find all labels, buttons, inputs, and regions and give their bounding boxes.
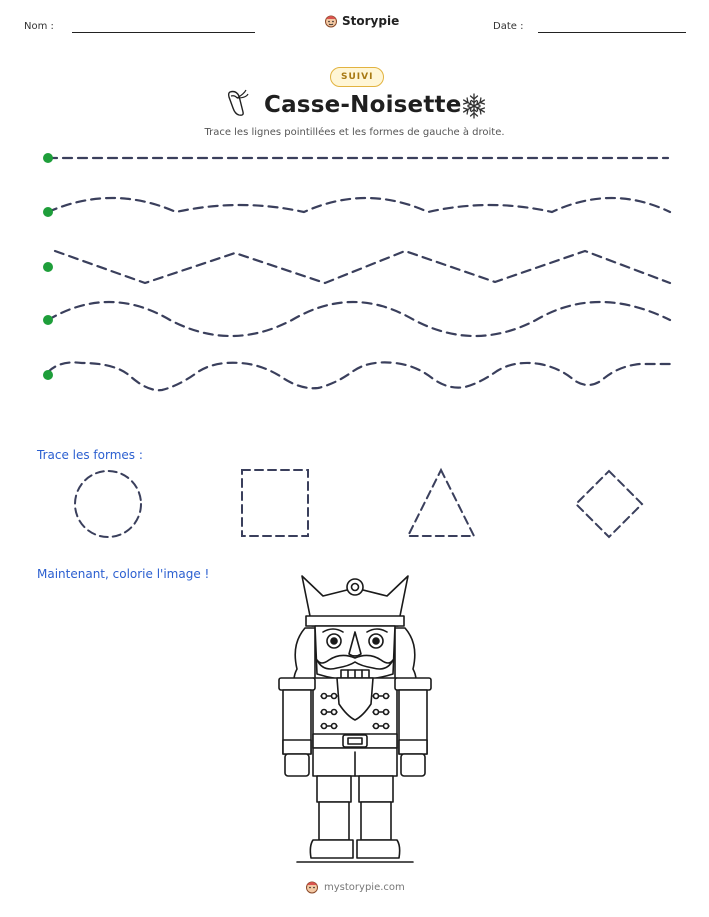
level-badge: SUIVI (330, 67, 384, 87)
footer (305, 880, 405, 894)
nutcracker-illustration (275, 574, 435, 864)
tracing-line-zigzag[interactable] (55, 251, 670, 283)
tracing-lines (0, 140, 709, 400)
shapes-section-title: Trace les formes : (37, 448, 143, 462)
start-dot-2 (43, 207, 53, 217)
shape-square[interactable] (242, 470, 308, 536)
date-field-line[interactable] (538, 32, 686, 33)
snowflake-icon (459, 91, 489, 121)
instructions: Trace les lignes pointillées et les formes de gauche à droite. (204, 127, 505, 138)
name-label: Nom : (24, 21, 54, 32)
tracing-line-wave[interactable] (48, 198, 670, 212)
brand-name: Storypie (342, 14, 400, 28)
brand (324, 14, 399, 28)
storypie-footer-icon (305, 880, 319, 894)
start-dot-3 (43, 262, 53, 272)
tracing-shapes (0, 466, 709, 546)
start-dot-5 (43, 370, 53, 380)
footer-url[interactable]: mystorypie.com (324, 881, 405, 893)
page-title: Casse-Noisette (264, 92, 462, 118)
date-label: Date : (493, 21, 524, 32)
shape-diamond[interactable] (576, 471, 642, 537)
start-dot-1 (43, 153, 53, 163)
ballet-slipper-icon (224, 88, 250, 118)
shape-triangle[interactable] (408, 470, 474, 536)
storypie-logo-icon (324, 14, 338, 28)
coloring-section-title: Maintenant, colorie l'image ! (37, 567, 210, 581)
start-dot-4 (43, 315, 53, 325)
name-field-line[interactable] (72, 32, 255, 33)
tracing-line-wave-2[interactable] (48, 302, 670, 336)
shape-circle[interactable] (75, 471, 141, 537)
tracing-line-bump-wave[interactable] (48, 362, 670, 390)
